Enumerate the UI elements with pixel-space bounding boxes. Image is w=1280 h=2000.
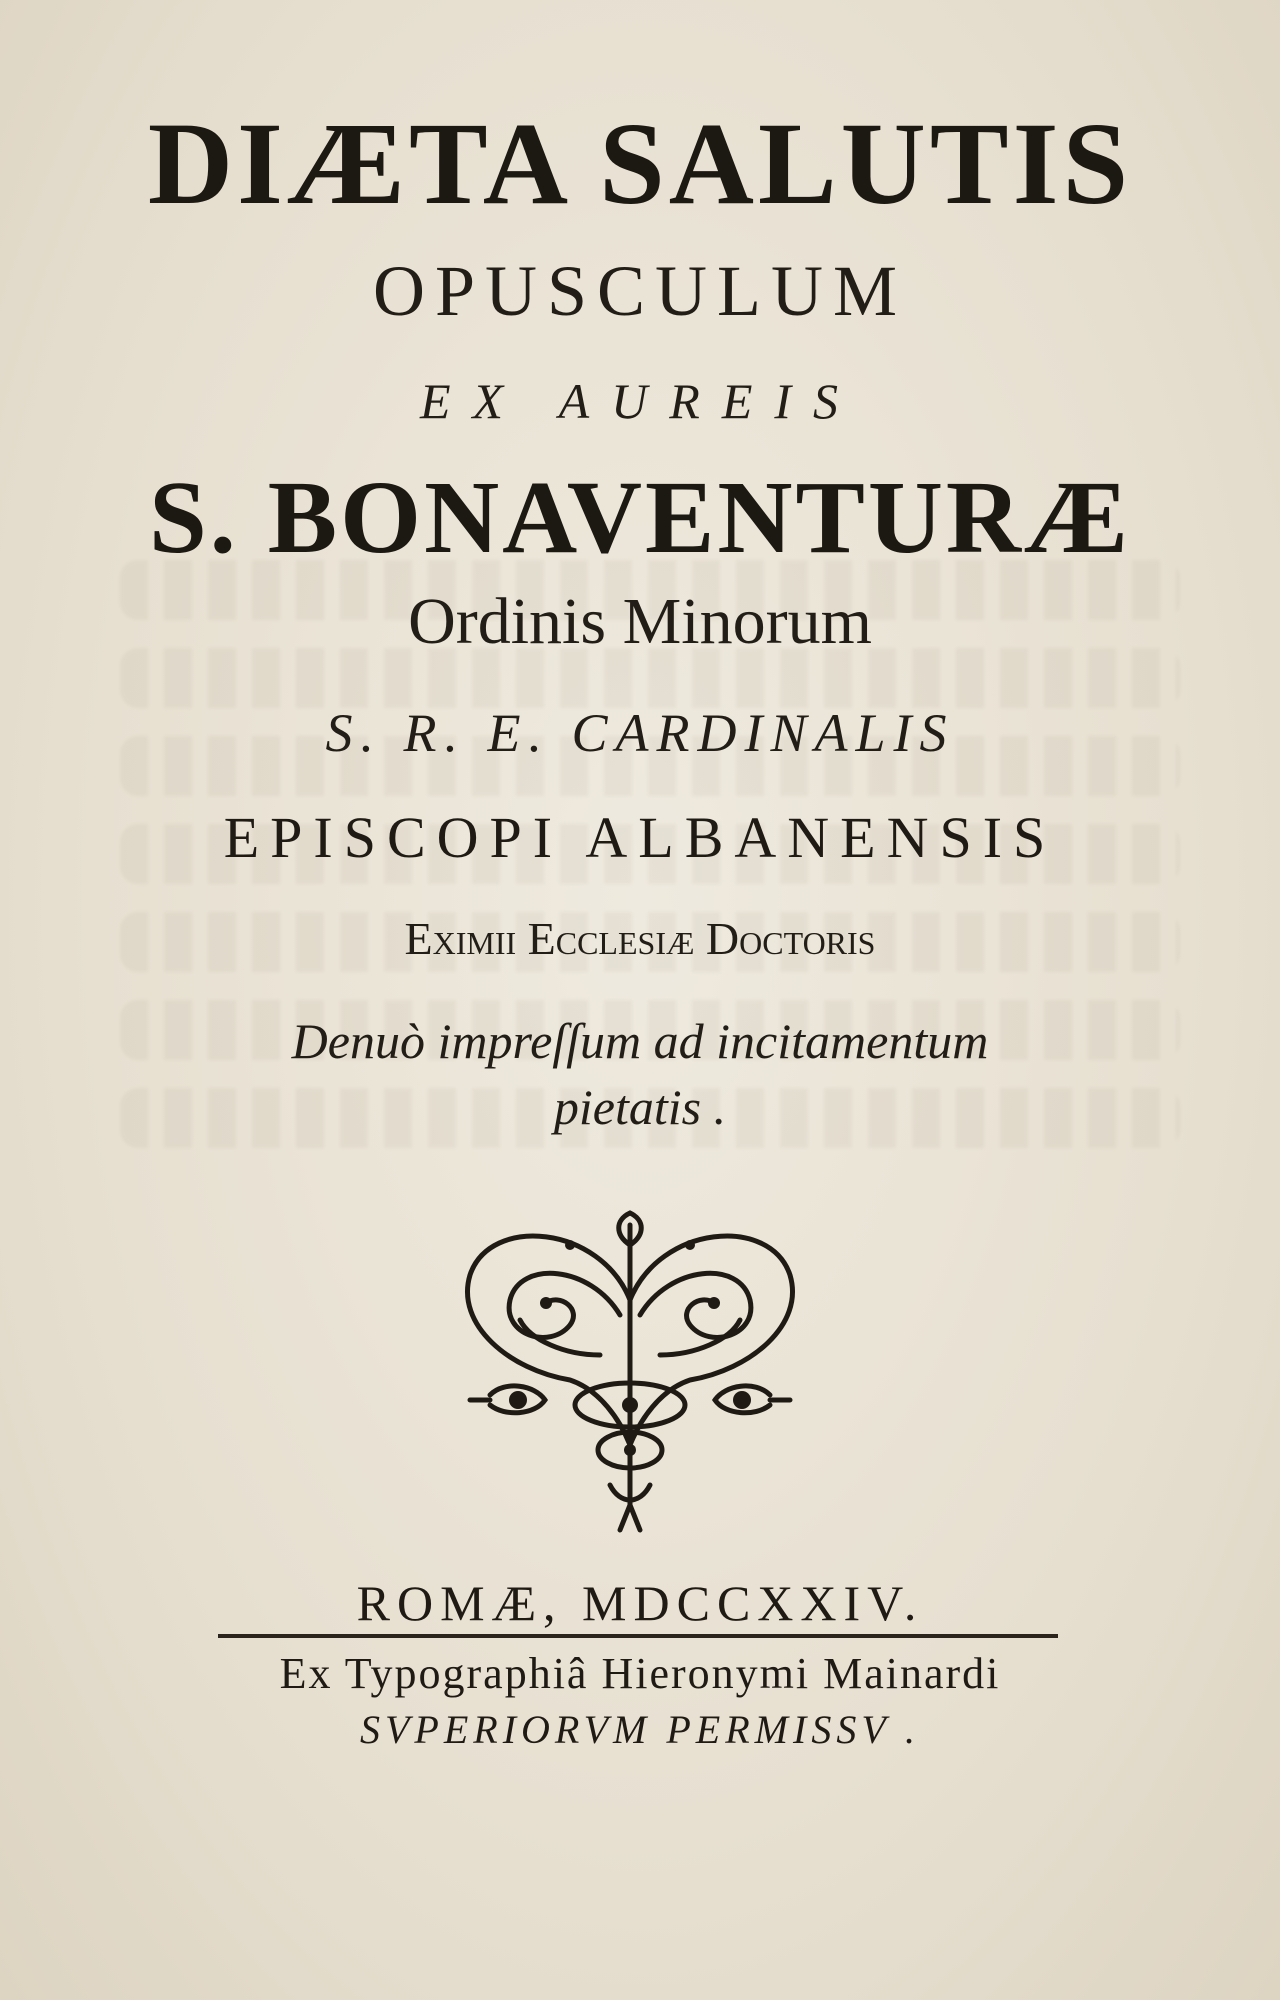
subtitle-opusculum: OPUSCULUM: [372, 251, 908, 331]
author-order: Ordinis Minorum: [408, 585, 872, 658]
imprint-place-date: ROMÆ, MDCCXXIV.: [356, 1575, 924, 1631]
edition-note-line-2: pietatis .: [553, 1079, 727, 1135]
main-title: DIÆTA SALUTIS: [147, 98, 1133, 229]
imprint-rule: [218, 1634, 1058, 1638]
imprint-permission: SVPERIORVM PERMISSV .: [359, 1707, 921, 1752]
author-title-bishop: EPISCOPI ALBANENSIS: [223, 805, 1057, 870]
subtitle-ex-aureis: EX AUREIS: [419, 373, 861, 429]
floral-ornament-icon: [450, 1205, 810, 1535]
edition-note-line-1: Denuò impreſſum ad incitamentum: [291, 1013, 989, 1069]
author-title-doctor: Eximii Ecclesiæ Doctoris: [404, 913, 876, 964]
imprint-printer: Ex Typographiâ Hieronymi Mainardi: [279, 1649, 1001, 1698]
author-title-cardinal: S. R. E. CARDINALIS: [325, 703, 955, 763]
author-name: S. BONAVENTURÆ: [148, 460, 1132, 575]
